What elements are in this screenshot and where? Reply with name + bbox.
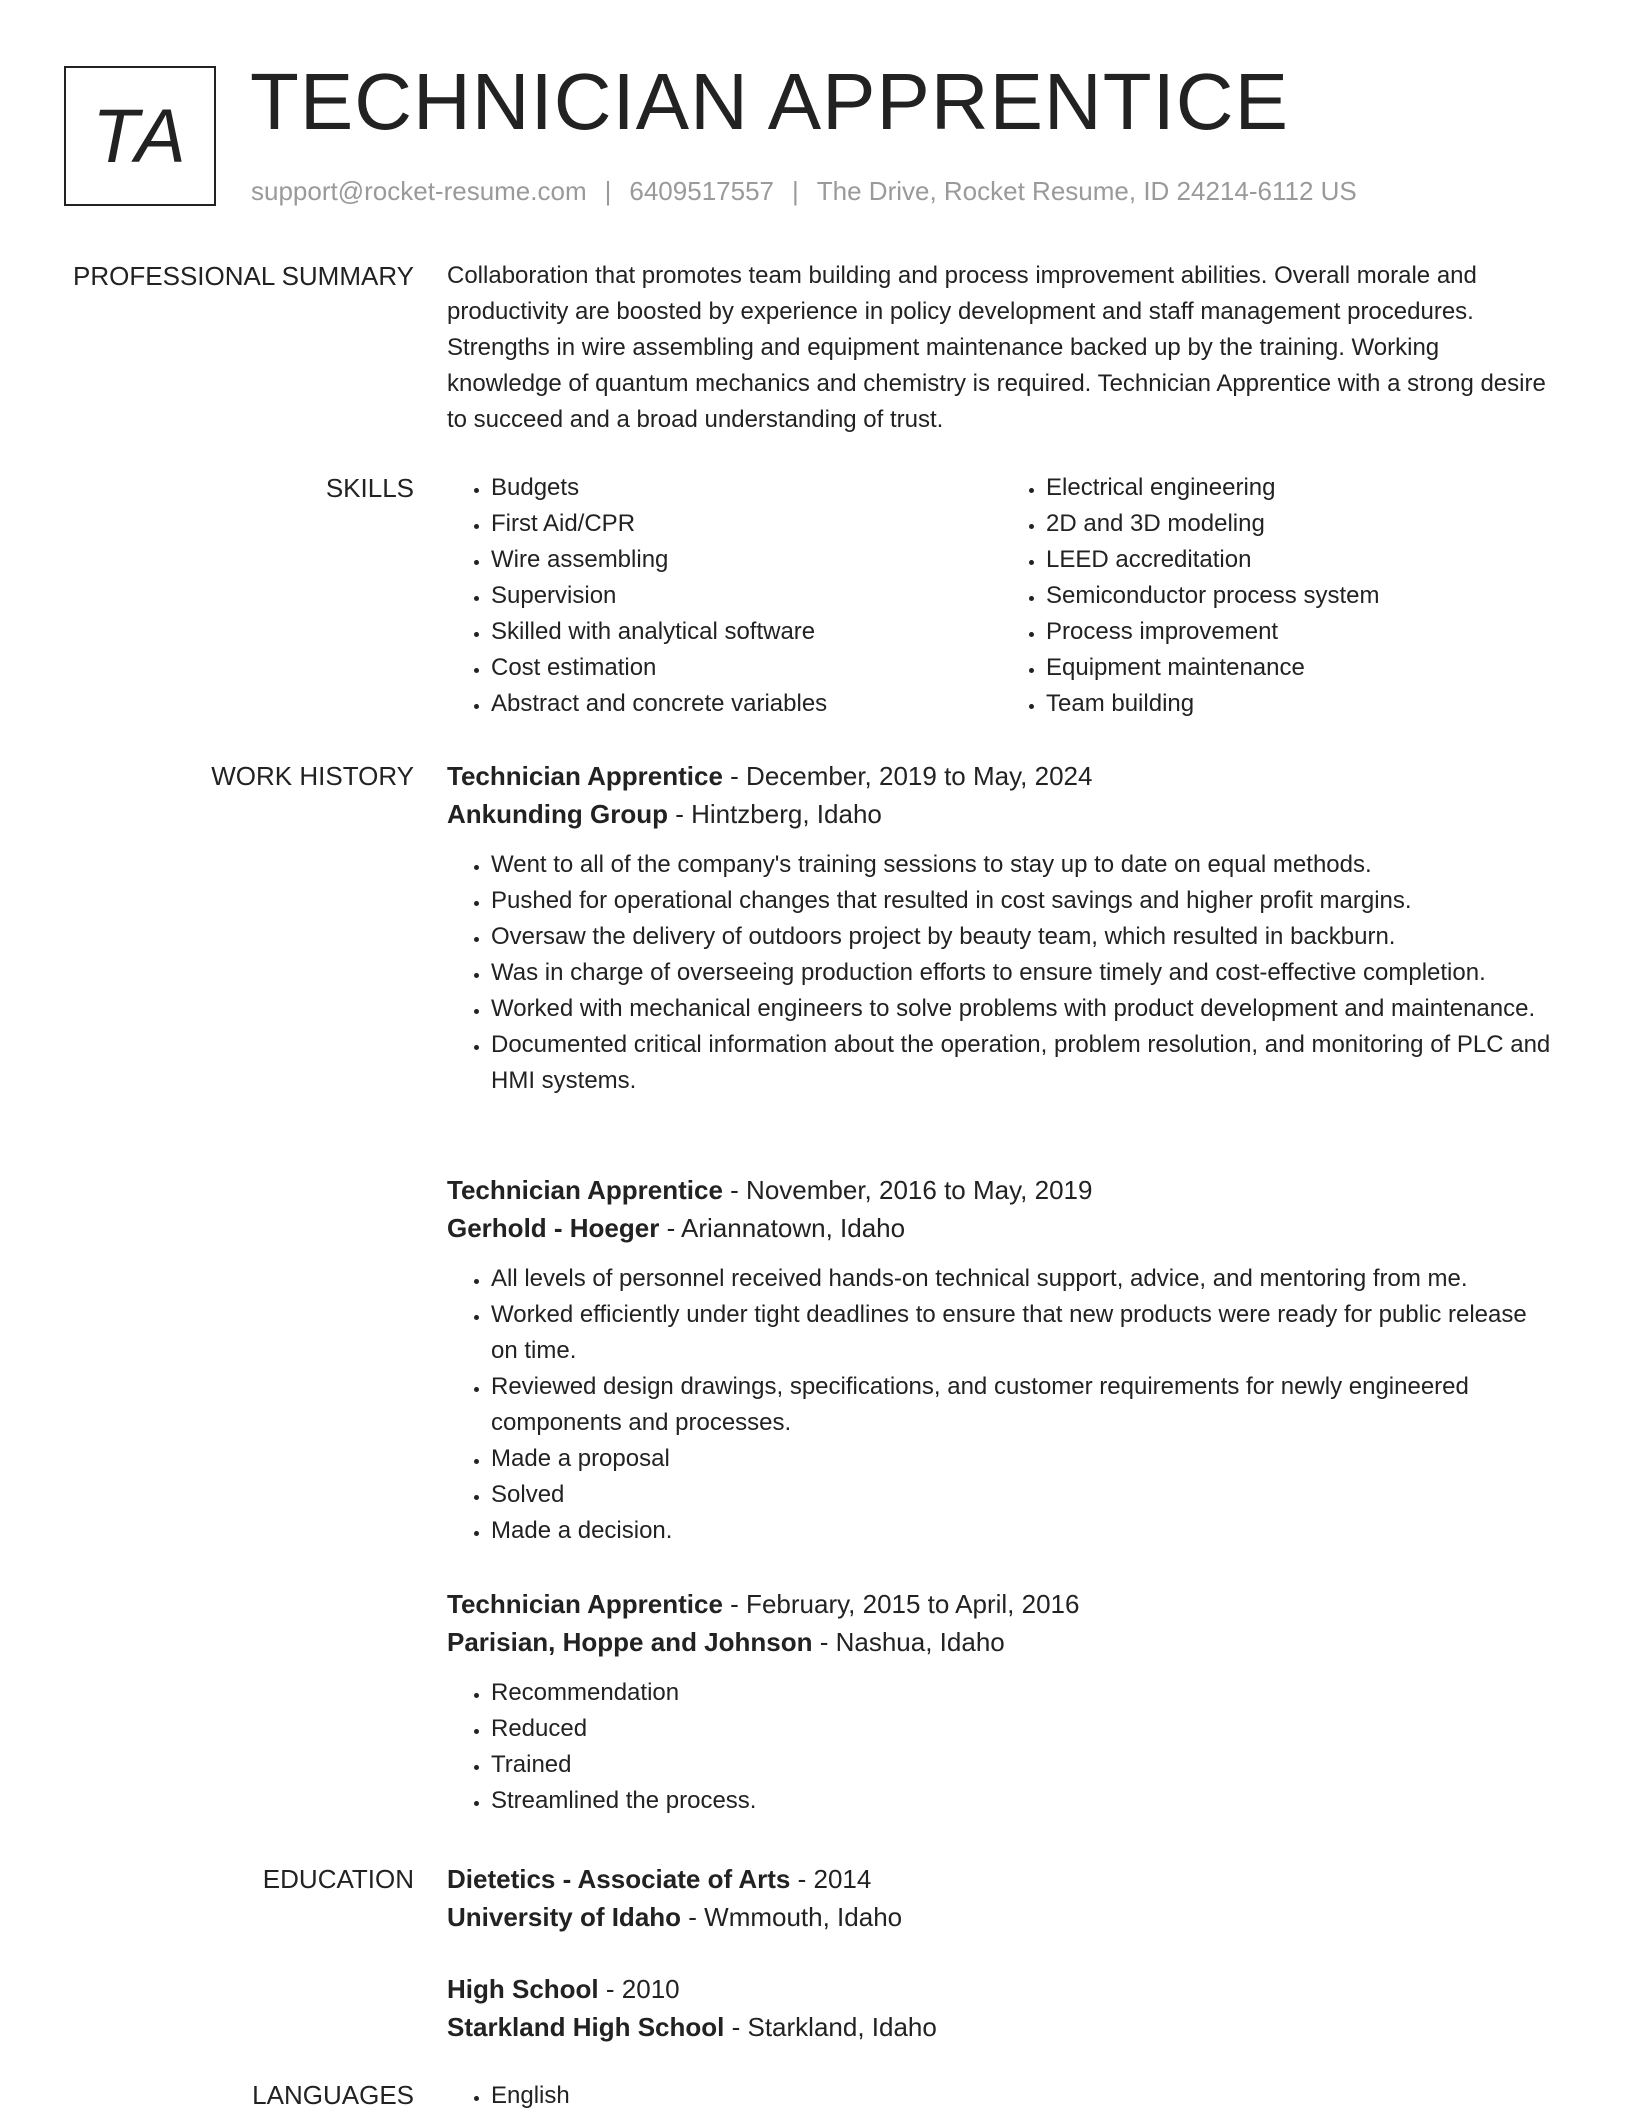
skills-list-right: [1002, 470, 1557, 722]
job-bullet: • Pushed for operational changes that resulted in cost savings and higher profit margins.: [491, 883, 1557, 919]
languages-list: [447, 2078, 1557, 2114]
skill-item: • 2D and 3D modeling: [1046, 506, 1557, 542]
job-company-line: [447, 1623, 1557, 1661]
job-bullet: • Worked efficiently under tight deadlines to ensure that new products were ready for public release on time.: [491, 1297, 1557, 1369]
job-entry: [447, 1171, 1557, 1549]
monogram-logo: TA: [64, 66, 216, 206]
job-bullet: • Documented critical information about the operation, problem resolution, and monitoring of PLC and HMI systems.: [491, 1027, 1557, 1099]
skill-item: • Budgets: [491, 470, 1002, 506]
skill-item: • Skilled with analytical software: [491, 614, 1002, 650]
job-location: - Ariannatown, Idaho: [659, 1213, 906, 1243]
job-company: Parisian, Hoppe and Johnson: [447, 1627, 813, 1657]
education-entry: [447, 1860, 1557, 1936]
job-bullet: • Went to all of the company's training sessions to stay up to date on equal methods.: [491, 847, 1557, 883]
school-location: - Wmmouth, Idaho: [681, 1902, 903, 1932]
skill-item: • Electrical engineering: [1046, 470, 1557, 506]
page-title: TECHNICIAN APPRENTICE: [250, 57, 1289, 146]
job-dates: - November, 2016 to May, 2019: [722, 1175, 1093, 1205]
job-bullet: • Solved: [491, 1477, 1557, 1513]
skill-item: • Wire assembling: [491, 542, 1002, 578]
job-bullets: [447, 1261, 1557, 1549]
phone-text: 6409517557: [629, 176, 774, 206]
address-text: The Drive, Rocket Resume, ID 24214-6112 US: [816, 176, 1357, 206]
separator: |: [792, 176, 799, 206]
degree: Dietetics - Associate of Arts: [447, 1864, 791, 1894]
degree: High School: [447, 1974, 599, 2004]
job-bullet: • Trained: [491, 1747, 1557, 1783]
job-bullet: • Made a proposal: [491, 1441, 1557, 1477]
job-bullet: • Was in charge of overseeing production efforts to ensure timely and cost-effective completion.: [491, 955, 1557, 991]
job-company: Gerhold - Hoeger: [447, 1213, 660, 1243]
skills-list-left: [447, 470, 1002, 722]
job-dates: - February, 2015 to April, 2016: [722, 1589, 1080, 1619]
job-bullet: • Reduced: [491, 1711, 1557, 1747]
skill-item: • Equipment maintenance: [1046, 650, 1557, 686]
school: University of Idaho: [447, 1902, 682, 1932]
job-company-line: [447, 795, 1557, 833]
skill-item: • Process improvement: [1046, 614, 1557, 650]
school-line: [447, 1898, 1557, 1936]
job-location: - Hintzberg, Idaho: [667, 799, 882, 829]
job-title-line: [447, 757, 1557, 795]
section-label-summary: PROFESSIONAL SUMMARY: [73, 261, 414, 291]
section-label-education: EDUCATION: [262, 1864, 414, 1894]
degree-year: - 2014: [790, 1864, 872, 1894]
school: Starkland High School: [447, 2012, 725, 2042]
job-bullet: • Worked with mechanical engineers to solve problems with product development and maintenance.: [491, 991, 1557, 1027]
skill-item: • First Aid/CPR: [491, 506, 1002, 542]
job-bullet: • Made a decision.: [491, 1513, 1557, 1549]
job-title: Technician Apprentice: [447, 1175, 723, 1205]
school-location: - Starkland, Idaho: [724, 2012, 937, 2042]
job-location: - Nashua, Idaho: [812, 1627, 1005, 1657]
job-bullets: [447, 1675, 1557, 1819]
skill-item: • Team building: [1046, 686, 1557, 722]
job-bullet: • All levels of personnel received hands-on technical support, advice, and mentoring from me.: [491, 1261, 1557, 1297]
degree-year: - 2010: [598, 1974, 680, 2004]
skill-item: • Supervision: [491, 578, 1002, 614]
skill-item: • Cost estimation: [491, 650, 1002, 686]
email-text: support@rocket-resume.com: [251, 176, 587, 206]
job-bullet: • Streamlined the process.: [491, 1783, 1557, 1819]
section-label-work: WORK HISTORY: [211, 761, 414, 791]
job-company: Ankunding Group: [447, 799, 668, 829]
language-item: • English: [491, 2078, 1557, 2114]
job-bullet: • Reviewed design drawings, specifications, and customer requirements for newly engineered components and processes.: [491, 1369, 1557, 1441]
summary-text: Collaboration that promotes team building and process improvement abilities. Overall morale and productivity are boosted by experience in policy development and staff management procedures. Strengths in wire assembling and equipment maintenance backed up by the training. Working knowledge of quantum mechanics and chemistry is required. Technician Apprentice with a strong desire to succeed and a broad understanding of trust.: [447, 262, 1546, 433]
section-label-skills: SKILLS: [325, 473, 414, 503]
separator: |: [604, 176, 612, 206]
skill-item: • Abstract and concrete variables: [491, 686, 1002, 722]
job-dates: - December, 2019 to May, 2024: [722, 761, 1093, 791]
school-line: [447, 2008, 1557, 2046]
job-entry: [447, 1585, 1557, 1819]
skill-item: • Semiconductor process system: [1046, 578, 1557, 614]
job-title: Technician Apprentice: [447, 1589, 723, 1619]
job-company-line: [447, 1209, 1557, 1247]
job-bullet: • Oversaw the delivery of outdoors project by beauty team, which resulted in backburn.: [491, 919, 1557, 955]
job-bullet: • Recommendation: [491, 1675, 1557, 1711]
degree-line: [447, 1970, 1557, 2008]
degree-line: [447, 1860, 1557, 1898]
skill-item: • LEED accreditation: [1046, 542, 1557, 578]
job-entry: [447, 757, 1557, 1099]
job-title-line: [447, 1171, 1557, 1209]
section-label-languages: LANGUAGES: [252, 2080, 414, 2110]
job-title: Technician Apprentice: [447, 761, 723, 791]
education-entry: [447, 1970, 1557, 2046]
job-title-line: [447, 1585, 1557, 1623]
contact-line: [251, 176, 1357, 206]
job-bullets: [447, 847, 1557, 1099]
